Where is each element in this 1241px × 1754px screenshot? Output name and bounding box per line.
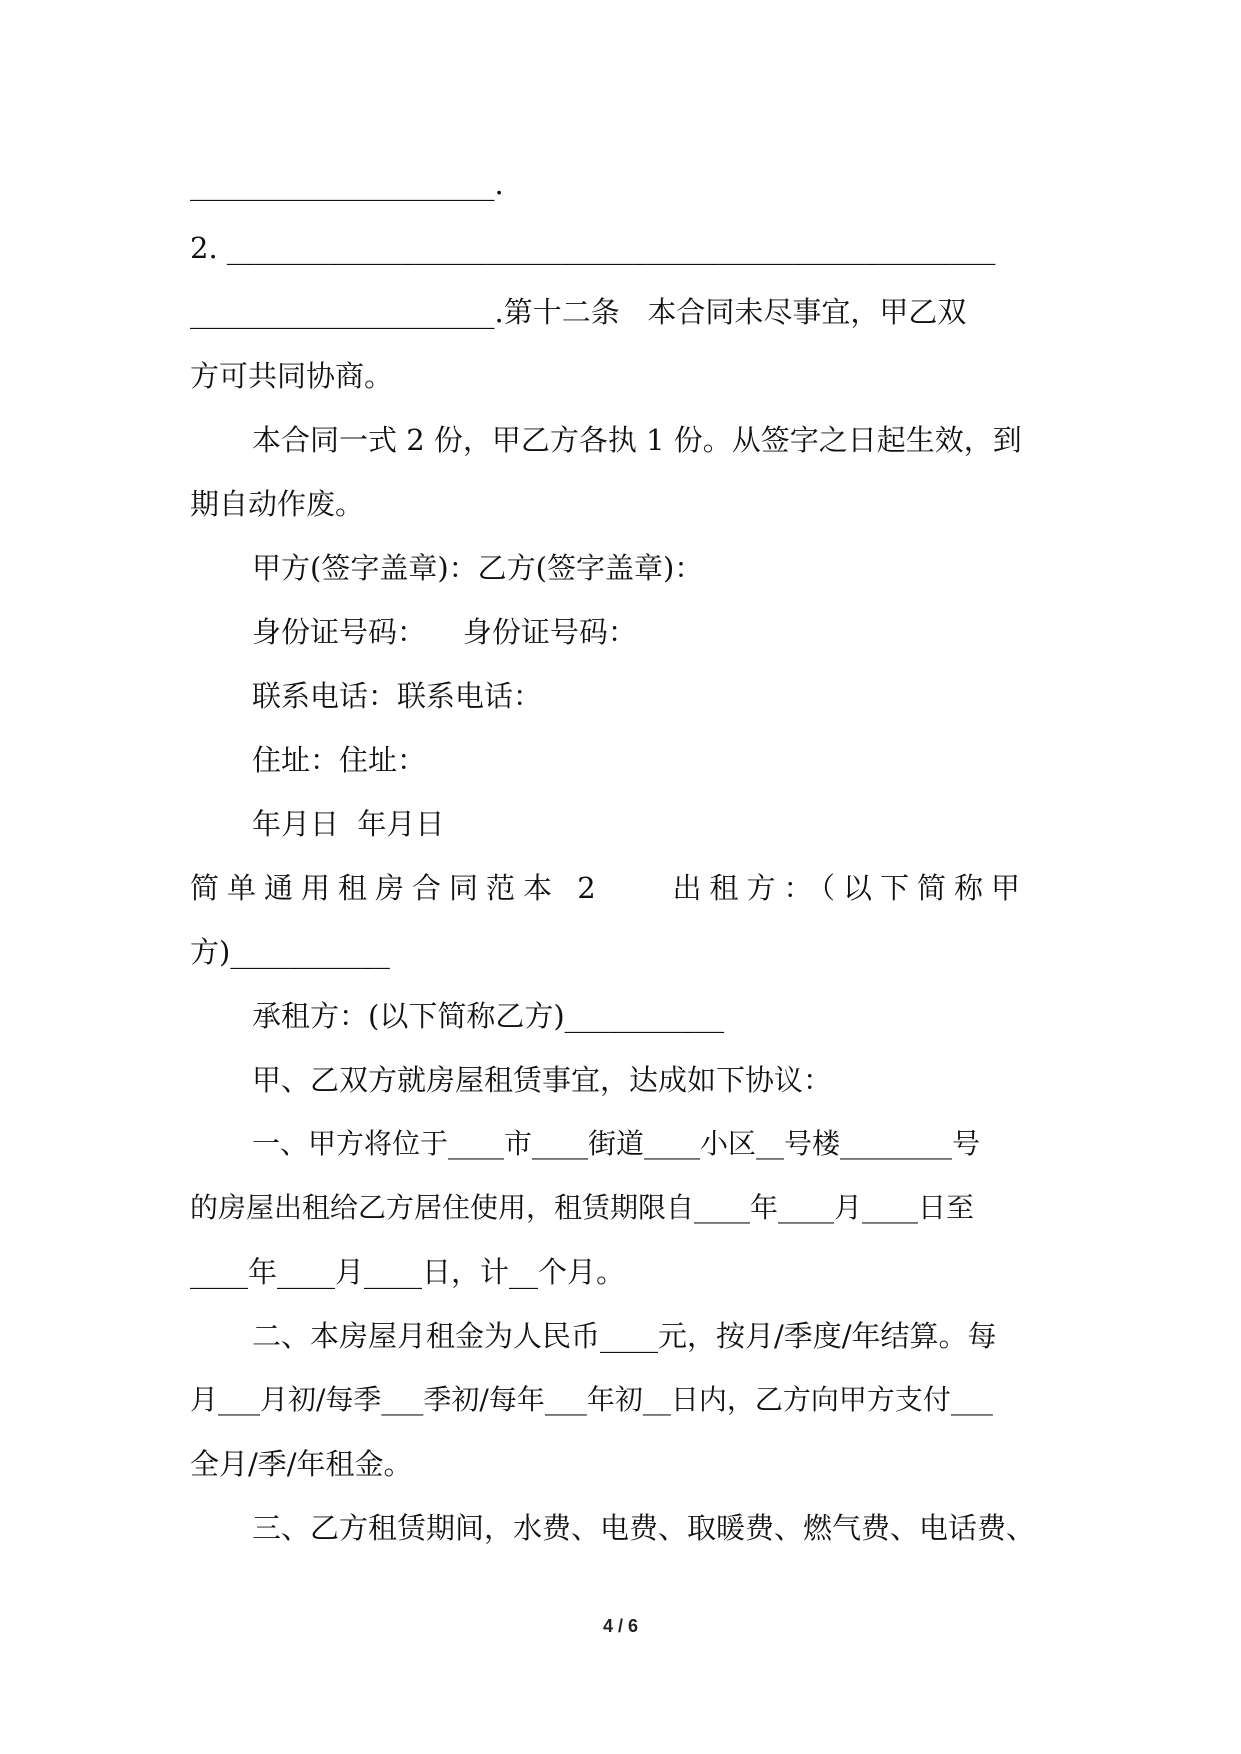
id-number-line: 身份证号码： 身份证号码： [252, 615, 637, 649]
phone-line: 联系电话：联系电话： [252, 679, 543, 713]
document-body [190, 152, 1060, 1560]
clause-1-line-1: 一、甲方将位于____市____街道____小区__号楼________号 [252, 1127, 981, 1160]
address-line: 住址：住址： [252, 743, 427, 777]
clause-2-line-2: 月___月初/每季___季初/每年___年初__日内，乙方向甲方支付___ [190, 1383, 993, 1416]
clause-3-line-1: 三、乙方租赁期间，水费、电费、取暖费、燃气费、电话费、 [252, 1511, 1036, 1545]
clause-1-line-2: 的房屋出租给乙方居住使用，租赁期限自____年____月____日至 [190, 1191, 975, 1224]
text-line-item-2: 2. _____________________________________________________ [190, 231, 996, 265]
text-line-negotiation: 方可共同协商。 [190, 359, 394, 393]
clause-1-line-3: ____年____月____日，计__个月。 [190, 1255, 626, 1289]
text-line-article-12: _____________________.第十二条 本合同未尽事宜，甲乙双 [190, 295, 967, 329]
text-line-blank-end: _____________________. [190, 167, 504, 201]
lessor-blank-line: 方)___________ [190, 935, 390, 969]
date-line: 年月日 年月日 [252, 807, 445, 841]
text-line-copies: 本合同一式 2 份，甲乙方各执 1 份。从签字之日起生效，到 [252, 423, 1022, 457]
text-line-expiry: 期自动作废。 [190, 487, 365, 521]
agreement-intro-line: 甲、乙双方就房屋租赁事宜，达成如下协议： [252, 1063, 833, 1097]
page-number: 4 / 6 [602, 1616, 639, 1636]
lessee-line: 承租方：(以下简称乙方)___________ [252, 999, 725, 1033]
signature-line: 甲方(签字盖章)：乙方(签字盖章)： [252, 551, 704, 585]
clause-2-line-1: 二、本房屋月租金为人民币____元，按月/季度/年结算。每 [252, 1319, 997, 1353]
contract-title-line: 简单通用租房合同范本 2 出租方：（以下简称甲 [190, 871, 1029, 905]
clause-2-line-3: 全月/季/年租金。 [190, 1447, 413, 1481]
